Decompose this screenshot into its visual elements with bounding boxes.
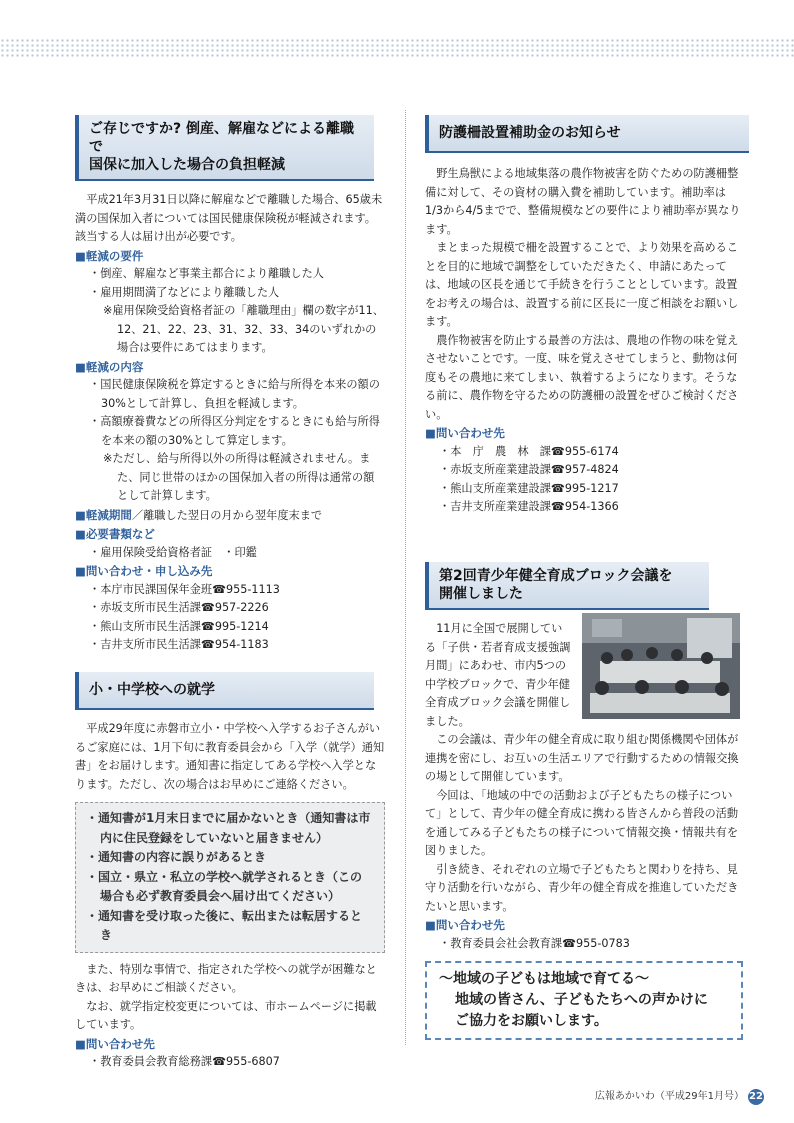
section-heading — [75, 115, 374, 181]
phone-number: ☎957-2226 — [200, 601, 269, 614]
section-heading: 小・中学校への就学 — [75, 672, 374, 710]
paragraph: 農作物被害を防止する最善の方法は、農地の作物の味を覚えさせないことです。一度、味を覚えさせてしまうと、動物は何度もその農地に来てしまい、執着するようになります。そうなる前に、農作物を守るための防護柵の設置をぜひご検討ください。 — [425, 333, 739, 421]
paragraph: まとまった規模で柵を設置することで、より効果を高めることを目的に地域で調整をしていただきたく、申請にあたっては、地域の区長を通じて手続きを行うこととしています。設置をお考えの場合は、設置する前に区長に一度ご相談をお願いします。 — [425, 241, 739, 328]
contact-item — [439, 480, 743, 499]
contact-list — [425, 443, 743, 517]
contents-list — [75, 376, 385, 450]
list-item: ・ 高額療養費などの所得区分判定をするときにも給与所得を本来の額の30%として算定します。 — [89, 413, 385, 450]
phone-number: ☎955-0783 — [562, 936, 630, 950]
page-number: 22 — [748, 1089, 764, 1105]
paragraph: また、特別な事情で、指定された学校への就学が困難なときは、お早めにご相談ください。 — [75, 962, 377, 994]
heading-line-2: 国保に加入した場合の負担軽減 — [89, 157, 285, 173]
list-item: ・ 雇用保険受給資格者証 ・印鑑 — [89, 544, 385, 563]
callout-box — [425, 961, 743, 1040]
phone-number: ☎954-1183 — [200, 638, 269, 651]
section-heading — [425, 562, 709, 610]
section-heading: 防護柵設置補助金のお知らせ — [425, 115, 749, 153]
contact-name: 熊山支所市民生活課 — [100, 619, 201, 633]
paragraph: 野生鳥獣による地域集落の農作物被害を防ぐための防護柵整備に対して、その資材の購入費を補助しています。補助率は1/3から4/5までで、整備規模などの要件により補助率が異なります。 — [425, 167, 741, 236]
contact-item — [89, 599, 385, 618]
contact-label: ■ 問い合わせ先 — [425, 424, 743, 443]
contact-name: 赤坂支所市民生活課 — [100, 601, 201, 614]
documents-label: ■ 必要書類など — [75, 525, 385, 544]
publication-name: 広報あかいわ（平成29年1月号） — [594, 1091, 744, 1102]
heading-line-2: 開催しました — [439, 586, 523, 602]
contact-label: ■ 問い合わせ・申し込み先 — [75, 562, 385, 581]
contact-name: 吉井支所市民生活課 — [100, 638, 201, 651]
contact-item — [439, 498, 743, 517]
header-dot-band — [0, 38, 794, 58]
contact-name: 熊山支所産業建設課 — [450, 481, 551, 495]
contact-item — [439, 935, 743, 954]
contact-label: ■ 問い合わせ先 — [75, 1035, 385, 1054]
contact-list — [425, 935, 743, 954]
phone-number: ☎955-6807 — [212, 1055, 280, 1068]
meeting-photo — [582, 613, 740, 719]
contact-name: 本庁市民課国保年金班 — [100, 582, 213, 596]
heading-line-1: ご存じですか? 倒産、解雇などによる離職で — [89, 121, 354, 155]
callout-line-2: 地域の皆さん、子どもたちへの声かけに — [455, 992, 708, 1008]
list-item: ・ 通知書の内容に誤りがあるとき — [86, 848, 374, 868]
contact-item — [439, 443, 743, 462]
contact-item — [89, 636, 385, 655]
list-item: ・ 通知書を受け取った後に、転出または転居するとき — [86, 907, 374, 946]
intro-text: 平成29年度に赤磐市立小・中学校へ入学するお子さんがいるご家庭には、1月下旬に教育委員会から「入学（就学）通知書」をお届けします。通知書に指定してある学校へ入学となります。ただし、次の場合はお早めにご連絡ください。 — [75, 722, 385, 791]
phone-number: ☎955-1113 — [212, 582, 280, 596]
contact-item — [89, 1053, 385, 1072]
section-unemployment-tax-relief — [75, 115, 385, 655]
phone-number: ☎955-6174 — [550, 444, 619, 458]
period-row — [75, 506, 385, 526]
callout-line-1: ～地域の子どもは地域で育てる～ — [439, 971, 649, 987]
contact-name: 吉井支所産業建設課 — [450, 500, 551, 513]
requirements-list — [75, 265, 385, 302]
contact-list — [75, 1053, 385, 1072]
intro-text: 平成21年3月31日以降に解雇などで離職した場合、65歳未満の国保加入者については国民健康保険税が軽減されます。該当する人は届け出が必要です。 — [75, 193, 383, 243]
contact-name: 赤坂支所産業建設課 — [450, 463, 551, 476]
phone-number: ☎995-1214 — [200, 619, 269, 633]
footer — [595, 1087, 764, 1105]
list-item: ・ 国立・県立・私立の学校へ就学されるとき（この場合も必ず教育委員会へ届け出てください） — [86, 868, 374, 907]
documents-list — [75, 544, 385, 563]
period-text: ／離職した翌日の月から翌年度末まで — [131, 508, 323, 522]
phone-number: ☎995-1217 — [550, 481, 619, 495]
contact-item — [439, 461, 743, 480]
period-label: ■ 軽減期間 — [75, 508, 132, 522]
paragraph: この会議は、青少年の健全育成に取り組む関係機関や団体が連携を密にし、お互いの生活エリアで行動するための情報交換の場として開催しています。 — [425, 733, 739, 783]
notice-list — [86, 809, 374, 946]
contact-name: 教育委員会教育総務課 — [100, 1055, 213, 1068]
contents-note: ※ただし、給与所得以外の所得は軽減されません。また、同じ世帯のほかの国保加入者の所得は通常の額として計算します。 — [103, 452, 375, 502]
list-item: ・ 雇用期間満了などにより離職した人 — [89, 284, 385, 303]
requirements-note: ※雇用保険受給資格者証の「離職理由」欄の数字が11、12、21、22、23、31、32、33、34のいずれかの場合は要件にあてはまります。 — [103, 304, 384, 354]
contact-label: ■ 問い合わせ先 — [425, 916, 743, 935]
paragraph: なお、就学指定校変更については、市ホームページに掲載しています。 — [75, 999, 377, 1031]
phone-number: ☎954-1366 — [550, 500, 619, 513]
list-item: ・ 国民健康保険税を算定するときに給与所得を本来の額の30%として計算し、負担を軽減します。 — [89, 376, 385, 413]
contact-name: 教育委員会社会教育課 — [450, 936, 563, 950]
requirements-label: ■ 軽減の要件 — [75, 247, 385, 266]
notice-box — [75, 802, 385, 953]
contents-label: ■ 軽減の内容 — [75, 358, 385, 377]
paragraph: 11月に全国で展開している「子供・若者育成支援強調月間」にあわせ、市内5つの中学校ブロックで、青少年健全育成ブロック会議を開催しました。 — [425, 622, 571, 728]
paragraph: 引き続き、それぞれの立場で子どもたちと関わりを持ち、見守り活動を行いながら、青少年の健全育成を推進していただきたいと思います。 — [425, 862, 739, 913]
meeting-photo-illustration — [582, 613, 740, 719]
contact-list — [75, 581, 385, 655]
contact-item — [89, 618, 385, 637]
callout-line-3: ご協力をお願いします。 — [455, 1013, 608, 1029]
contact-name: 本 庁 農 林 課 — [450, 444, 551, 458]
section-school-enrollment — [75, 672, 385, 1072]
phone-number: ☎957-4824 — [550, 463, 619, 476]
list-item: ・ 通知書が1月末日までに届かないとき（通知書は市内に住民登録をしていないと届きません） — [86, 809, 374, 848]
section-fence-subsidy — [425, 115, 743, 517]
paragraph: 今回は、「地域の中での活動および子どもたちの様子について」として、青少年の健全育成に携わる皆さんから普段の活動を通してみる子どもたちの様子について情報交換・情報共有を図りました。 — [425, 788, 739, 857]
heading-line-1: 第2回青少年健全育成ブロック会議を — [439, 568, 673, 584]
column-divider — [405, 110, 406, 1045]
contact-item — [89, 581, 385, 600]
list-item: ・ 倒産、解雇など事業主都合により離職した人 — [89, 265, 385, 284]
